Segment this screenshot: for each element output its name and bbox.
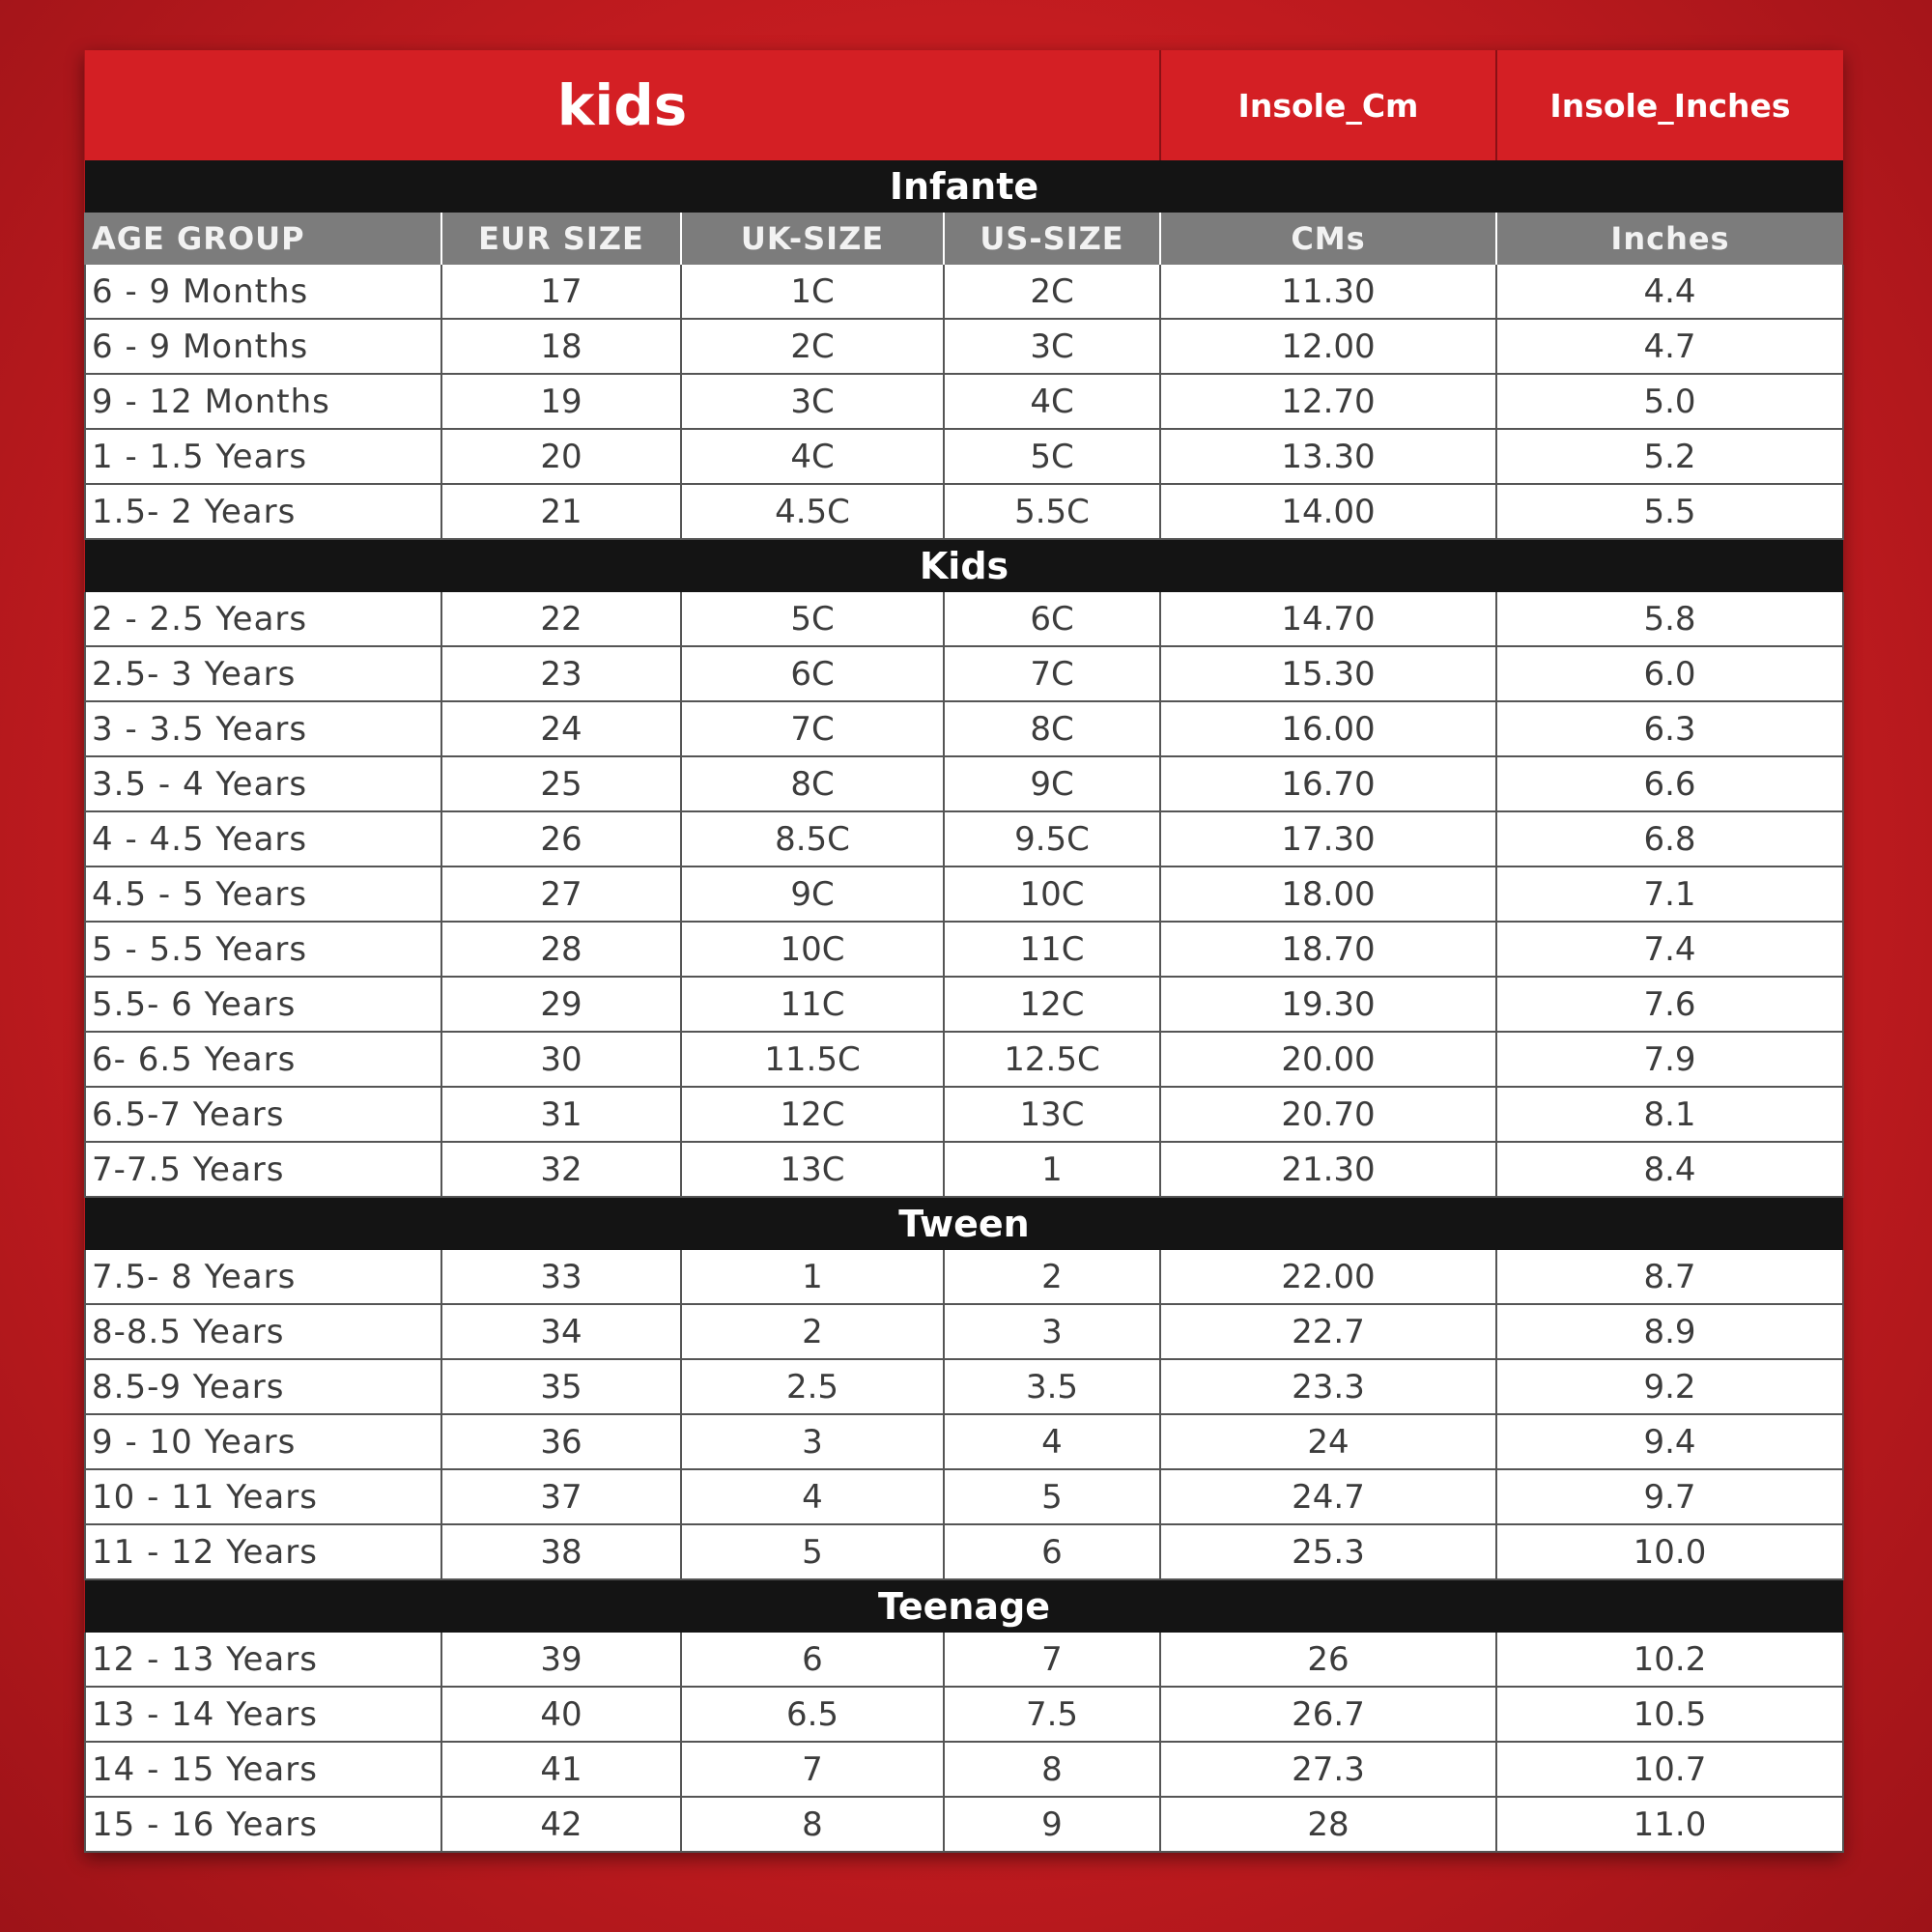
cell-eur-size: 39	[441, 1633, 681, 1687]
insole-inches-header: Insole_Inches	[1496, 50, 1843, 160]
cell-us-size: 10C	[944, 867, 1160, 922]
cell-us-size: 5.5C	[944, 484, 1160, 539]
table-row	[85, 1250, 1843, 1304]
cell-cms: 12.00	[1160, 319, 1496, 374]
cell-eur-size: 28	[441, 922, 681, 977]
cell-age-group: 10 - 11 Years	[85, 1469, 441, 1524]
table-row	[85, 319, 1843, 374]
cell-cms: 23.3	[1160, 1359, 1496, 1414]
table-row	[85, 429, 1843, 484]
cell-age-group: 7-7.5 Years	[85, 1142, 441, 1197]
column-header-uk-size: UK-SIZE	[681, 213, 944, 265]
cell-inches: 10.0	[1496, 1524, 1843, 1579]
cell-uk-size: 11.5C	[681, 1032, 944, 1087]
cell-cms: 25.3	[1160, 1524, 1496, 1579]
cell-inches: 10.2	[1496, 1633, 1843, 1687]
cell-eur-size: 42	[441, 1797, 681, 1852]
column-header-inches: Inches	[1496, 213, 1843, 265]
cell-eur-size: 23	[441, 646, 681, 701]
cell-cms: 22.7	[1160, 1304, 1496, 1359]
cell-inches: 9.7	[1496, 1469, 1843, 1524]
header-row	[85, 50, 1843, 160]
cell-uk-size: 2.5	[681, 1359, 944, 1414]
cell-us-size: 9	[944, 1797, 1160, 1852]
table-row	[85, 1142, 1843, 1197]
cell-inches: 4.4	[1496, 265, 1843, 319]
cell-eur-size: 22	[441, 592, 681, 646]
table-row	[85, 922, 1843, 977]
table-row	[85, 756, 1843, 811]
cell-eur-size: 21	[441, 484, 681, 539]
cell-cms: 28	[1160, 1797, 1496, 1852]
insole-cm-header: Insole_Cm	[1160, 50, 1496, 160]
cell-cms: 21.30	[1160, 1142, 1496, 1197]
cell-uk-size: 2	[681, 1304, 944, 1359]
cell-uk-size: 3	[681, 1414, 944, 1469]
cell-inches: 5.8	[1496, 592, 1843, 646]
cell-cms: 11.30	[1160, 265, 1496, 319]
cell-inches: 6.6	[1496, 756, 1843, 811]
cell-uk-size: 8.5C	[681, 811, 944, 867]
cell-us-size: 6	[944, 1524, 1160, 1579]
cell-age-group: 8.5-9 Years	[85, 1359, 441, 1414]
table-row	[85, 1742, 1843, 1797]
cell-eur-size: 34	[441, 1304, 681, 1359]
cell-inches: 5.5	[1496, 484, 1843, 539]
cell-age-group: 8-8.5 Years	[85, 1304, 441, 1359]
cell-us-size: 7.5	[944, 1687, 1160, 1742]
cell-us-size: 5C	[944, 429, 1160, 484]
cell-eur-size: 35	[441, 1359, 681, 1414]
cell-uk-size: 10C	[681, 922, 944, 977]
cell-uk-size: 6	[681, 1633, 944, 1687]
column-header-age-group: AGE GROUP	[85, 213, 441, 265]
cell-age-group: 3.5 - 4 Years	[85, 756, 441, 811]
cell-uk-size: 6.5	[681, 1687, 944, 1742]
cell-eur-size: 20	[441, 429, 681, 484]
cell-cms: 16.70	[1160, 756, 1496, 811]
cell-eur-size: 33	[441, 1250, 681, 1304]
table-row	[85, 1469, 1843, 1524]
cell-cms: 15.30	[1160, 646, 1496, 701]
cell-eur-size: 31	[441, 1087, 681, 1142]
cell-us-size: 8C	[944, 701, 1160, 756]
cell-us-size: 11C	[944, 922, 1160, 977]
cell-cms: 20.00	[1160, 1032, 1496, 1087]
cell-cms: 22.00	[1160, 1250, 1496, 1304]
cell-cms: 14.70	[1160, 592, 1496, 646]
section-header-row	[85, 1579, 1843, 1633]
cell-age-group: 1 - 1.5 Years	[85, 429, 441, 484]
cell-inches: 7.1	[1496, 867, 1843, 922]
cell-inches: 6.0	[1496, 646, 1843, 701]
cell-us-size: 4	[944, 1414, 1160, 1469]
section-header-row	[85, 1197, 1843, 1250]
cell-inches: 5.0	[1496, 374, 1843, 429]
cell-uk-size: 8	[681, 1797, 944, 1852]
cell-age-group: 4 - 4.5 Years	[85, 811, 441, 867]
cell-inches: 7.6	[1496, 977, 1843, 1032]
cell-us-size: 6C	[944, 592, 1160, 646]
table-row	[85, 701, 1843, 756]
cell-inches: 4.7	[1496, 319, 1843, 374]
cell-age-group: 3 - 3.5 Years	[85, 701, 441, 756]
table-row	[85, 1087, 1843, 1142]
cell-inches: 11.0	[1496, 1797, 1843, 1852]
cell-uk-size: 4C	[681, 429, 944, 484]
table-row	[85, 646, 1843, 701]
cell-cms: 14.00	[1160, 484, 1496, 539]
cell-eur-size: 30	[441, 1032, 681, 1087]
table-row	[85, 1414, 1843, 1469]
cell-age-group: 6 - 9 Months	[85, 319, 441, 374]
cell-inches: 5.2	[1496, 429, 1843, 484]
cell-age-group: 5.5- 6 Years	[85, 977, 441, 1032]
table-row	[85, 484, 1843, 539]
cell-cms: 27.3	[1160, 1742, 1496, 1797]
cell-uk-size: 2C	[681, 319, 944, 374]
cell-cms: 16.00	[1160, 701, 1496, 756]
cell-cms: 24	[1160, 1414, 1496, 1469]
cell-cms: 26	[1160, 1633, 1496, 1687]
cell-cms: 19.30	[1160, 977, 1496, 1032]
cell-uk-size: 7	[681, 1742, 944, 1797]
cell-inches: 6.3	[1496, 701, 1843, 756]
cell-eur-size: 29	[441, 977, 681, 1032]
cell-inches: 6.8	[1496, 811, 1843, 867]
cell-cms: 12.70	[1160, 374, 1496, 429]
cell-cms: 20.70	[1160, 1087, 1496, 1142]
cell-age-group: 1.5- 2 Years	[85, 484, 441, 539]
cell-age-group: 4.5 - 5 Years	[85, 867, 441, 922]
cell-inches: 8.1	[1496, 1087, 1843, 1142]
cell-age-group: 11 - 12 Years	[85, 1524, 441, 1579]
cell-cms: 13.30	[1160, 429, 1496, 484]
cell-us-size: 3.5	[944, 1359, 1160, 1414]
cell-age-group: 12 - 13 Years	[85, 1633, 441, 1687]
cell-eur-size: 18	[441, 319, 681, 374]
cell-eur-size: 38	[441, 1524, 681, 1579]
cell-uk-size: 1C	[681, 265, 944, 319]
section-title: Kids	[85, 539, 1843, 592]
table-row	[85, 1032, 1843, 1087]
cell-age-group: 9 - 12 Months	[85, 374, 441, 429]
cell-us-size: 7C	[944, 646, 1160, 701]
cell-eur-size: 27	[441, 867, 681, 922]
size-chart	[84, 50, 1842, 1853]
cell-us-size: 3C	[944, 319, 1160, 374]
column-header-us-size: US-SIZE	[944, 213, 1160, 265]
cell-us-size: 2C	[944, 265, 1160, 319]
table-row	[85, 977, 1843, 1032]
cell-us-size: 5	[944, 1469, 1160, 1524]
cell-us-size: 9.5C	[944, 811, 1160, 867]
table-row	[85, 265, 1843, 319]
cell-cms: 18.70	[1160, 922, 1496, 977]
section-title: Infante	[85, 160, 1843, 213]
table-row	[85, 1633, 1843, 1687]
section-header-row	[85, 539, 1843, 592]
cell-uk-size: 6C	[681, 646, 944, 701]
cell-age-group: 2 - 2.5 Years	[85, 592, 441, 646]
cell-eur-size: 36	[441, 1414, 681, 1469]
column-header-eur-size: EUR SIZE	[441, 213, 681, 265]
cell-us-size: 3	[944, 1304, 1160, 1359]
cell-us-size: 4C	[944, 374, 1160, 429]
cell-us-size: 12.5C	[944, 1032, 1160, 1087]
cell-eur-size: 32	[441, 1142, 681, 1197]
cell-cms: 18.00	[1160, 867, 1496, 922]
cell-us-size: 2	[944, 1250, 1160, 1304]
table-row	[85, 1797, 1843, 1852]
cell-age-group: 6 - 9 Months	[85, 265, 441, 319]
cell-uk-size: 1	[681, 1250, 944, 1304]
cell-eur-size: 25	[441, 756, 681, 811]
chart-title: kids	[85, 50, 1160, 160]
column-header-row	[85, 213, 1843, 265]
cell-age-group: 15 - 16 Years	[85, 1797, 441, 1852]
table-row	[85, 592, 1843, 646]
cell-us-size: 13C	[944, 1087, 1160, 1142]
cell-uk-size: 5	[681, 1524, 944, 1579]
cell-cms: 17.30	[1160, 811, 1496, 867]
cell-age-group: 2.5- 3 Years	[85, 646, 441, 701]
cell-us-size: 8	[944, 1742, 1160, 1797]
cell-uk-size: 11C	[681, 977, 944, 1032]
cell-uk-size: 8C	[681, 756, 944, 811]
cell-us-size: 9C	[944, 756, 1160, 811]
cell-uk-size: 13C	[681, 1142, 944, 1197]
cell-us-size: 7	[944, 1633, 1160, 1687]
cell-eur-size: 26	[441, 811, 681, 867]
table-row	[85, 811, 1843, 867]
cell-uk-size: 12C	[681, 1087, 944, 1142]
table-row	[85, 1524, 1843, 1579]
cell-inches: 7.9	[1496, 1032, 1843, 1087]
cell-age-group: 6.5-7 Years	[85, 1087, 441, 1142]
cell-inches: 9.2	[1496, 1359, 1843, 1414]
cell-inches: 8.7	[1496, 1250, 1843, 1304]
table-row	[85, 374, 1843, 429]
cell-uk-size: 4.5C	[681, 484, 944, 539]
cell-eur-size: 24	[441, 701, 681, 756]
column-header-cms: CMs	[1160, 213, 1496, 265]
cell-inches: 8.4	[1496, 1142, 1843, 1197]
table-row	[85, 1359, 1843, 1414]
cell-uk-size: 3C	[681, 374, 944, 429]
cell-cms: 24.7	[1160, 1469, 1496, 1524]
cell-uk-size: 7C	[681, 701, 944, 756]
cell-eur-size: 17	[441, 265, 681, 319]
cell-age-group: 6- 6.5 Years	[85, 1032, 441, 1087]
cell-age-group: 14 - 15 Years	[85, 1742, 441, 1797]
cell-inches: 8.9	[1496, 1304, 1843, 1359]
table-row	[85, 1304, 1843, 1359]
cell-age-group: 13 - 14 Years	[85, 1687, 441, 1742]
cell-us-size: 12C	[944, 977, 1160, 1032]
cell-eur-size: 37	[441, 1469, 681, 1524]
cell-cms: 26.7	[1160, 1687, 1496, 1742]
cell-age-group: 9 - 10 Years	[85, 1414, 441, 1469]
cell-uk-size: 5C	[681, 592, 944, 646]
cell-inches: 9.4	[1496, 1414, 1843, 1469]
section-header-row	[85, 160, 1843, 213]
table-row	[85, 867, 1843, 922]
size-table	[84, 50, 1844, 1853]
cell-us-size: 1	[944, 1142, 1160, 1197]
cell-age-group: 5 - 5.5 Years	[85, 922, 441, 977]
cell-eur-size: 41	[441, 1742, 681, 1797]
cell-uk-size: 4	[681, 1469, 944, 1524]
cell-inches: 7.4	[1496, 922, 1843, 977]
section-title: Teenage	[85, 1579, 1843, 1633]
cell-inches: 10.5	[1496, 1687, 1843, 1742]
cell-eur-size: 40	[441, 1687, 681, 1742]
cell-uk-size: 9C	[681, 867, 944, 922]
table-row	[85, 1687, 1843, 1742]
cell-age-group: 7.5- 8 Years	[85, 1250, 441, 1304]
cell-eur-size: 19	[441, 374, 681, 429]
section-title: Tween	[85, 1197, 1843, 1250]
cell-inches: 10.7	[1496, 1742, 1843, 1797]
